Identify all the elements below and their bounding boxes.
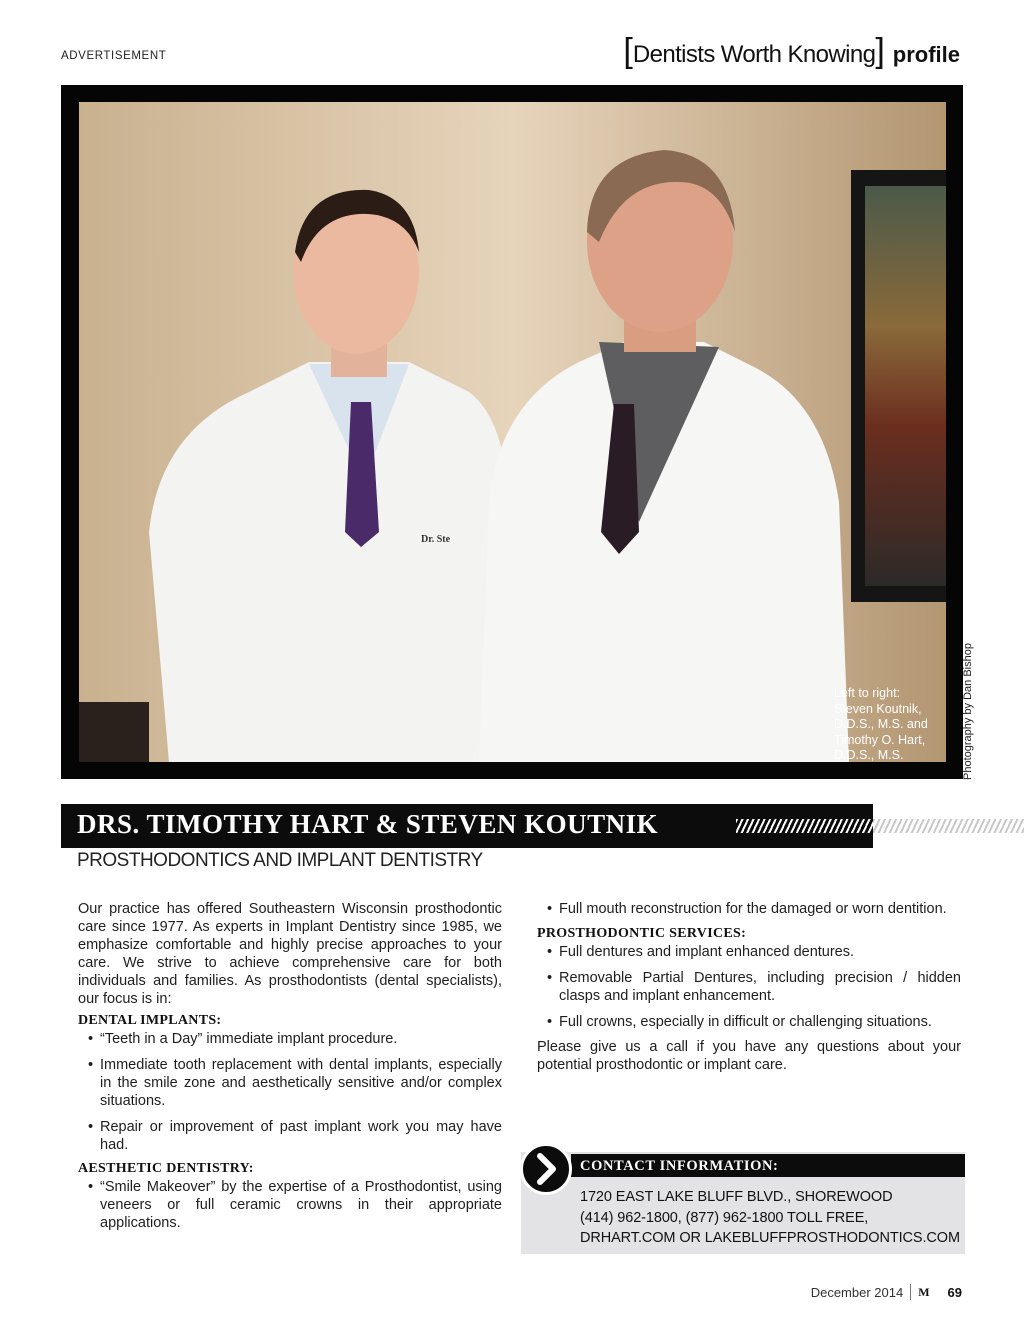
- magazine-logo: M: [918, 1284, 930, 1299]
- list-item: • “Teeth in a Day” immediate implant procedure.: [88, 1031, 398, 1047]
- intro-paragraph: Our practice has offered Southeastern Wisconsin prosthodontic care since 1977. As experts in Implant Dentistry since 1985, we emphasize comfortable and highly precise approaches to your care. We strive to achieve comprehensive care for both individuals and families. As prosthodontists (dental specialists), our focus is in:: [78, 901, 502, 1007]
- dental-implants-list: [78, 1030, 502, 1154]
- chevron-right-icon: [520, 1143, 572, 1195]
- page-footer: [811, 1284, 962, 1300]
- masthead: [623, 34, 960, 69]
- contact-website[interactable]: DRHART.COM OR LAKEBLUFFPROSTHODONTICS.COM: [580, 1230, 960, 1246]
- footer-divider: [910, 1284, 911, 1300]
- section-heading-aesthetic: AESTHETIC DENTISTRY:: [78, 1161, 254, 1176]
- doctors-illustration: [79, 102, 946, 762]
- list-item: • Full mouth reconstruction for the damaged or worn dentition.: [547, 901, 947, 917]
- photo-caption: [834, 686, 946, 764]
- page-number: 69: [947, 1284, 962, 1300]
- list-item: • Full dentures and implant enhanced dentures.: [547, 944, 855, 960]
- page-title: DRS. TIMOTHY HART & STEVEN KOUTNIK: [77, 809, 659, 839]
- list-item: • Removable Partial Dentures, including precision / hidden clasps and implant enhancement.: [547, 970, 961, 1004]
- title-stripes-fade: [873, 819, 1024, 833]
- contact-phone: (414) 962-1800, (877) 962-1800 TOLL FREE,: [580, 1209, 869, 1226]
- section-heading-prosthodontic: PROSTHODONTIC SERVICES:: [537, 926, 747, 941]
- list-item: • Full crowns, especially in difficult or challenging situations.: [547, 1014, 932, 1030]
- photo-credit: Photography by Dan Bishop: [962, 643, 974, 780]
- page-subtitle: PROSTHODONTICS AND IMPLANT DENTISTRY: [77, 850, 483, 871]
- prosthodontic-list: [537, 943, 961, 1031]
- issue-date: December 2014: [810, 1284, 904, 1300]
- right-column: [537, 900, 961, 1074]
- caption-line: Left to right:: [834, 686, 901, 700]
- caption-line: Timothy O. Hart,: [834, 732, 926, 747]
- left-column: [78, 900, 502, 1232]
- caption-line: D.D.S., M.S. and: [834, 717, 928, 731]
- list-item: • Immediate tooth replacement with dental implants, especially in the smile zone and aesthetically sensitive and/or complex situations.: [88, 1057, 502, 1109]
- title-stripes: [736, 819, 873, 833]
- aesthetic-list: [78, 1178, 502, 1232]
- contact-heading: CONTACT INFORMATION:: [580, 1158, 779, 1174]
- contact-details: [580, 1187, 960, 1249]
- contact-address: 1720 EAST LAKE BLUFF BLVD., SHOREWOOD: [580, 1189, 893, 1205]
- closing-paragraph: Please give us a call if you have any questions about your potential prosthodontic or implant care.: [537, 1039, 961, 1073]
- advertisement-label: ADVERTISEMENT: [61, 50, 167, 62]
- caption-line: D.D.S., M.S.: [834, 748, 904, 762]
- aesthetic-list-continued: [537, 900, 961, 918]
- caption-line: Steven Koutnik,: [834, 701, 922, 716]
- bracket-close: ]: [875, 32, 885, 70]
- list-item: • “Smile Makeover” by the expertise of a Prosthodontist, using veneers or full ceramic crowns in their appropriate applications.: [88, 1179, 502, 1231]
- coat-label: Dr. Ste: [421, 534, 451, 545]
- section-heading-dental-implants: DENTAL IMPLANTS:: [78, 1013, 222, 1028]
- bracket-open: [: [623, 32, 633, 70]
- list-item: • Repair or improvement of past implant work you may have had.: [88, 1119, 502, 1153]
- section-label: profile: [892, 42, 960, 67]
- series-title: Dentists Worth Knowing: [632, 41, 876, 68]
- doctors-photo: [79, 102, 946, 762]
